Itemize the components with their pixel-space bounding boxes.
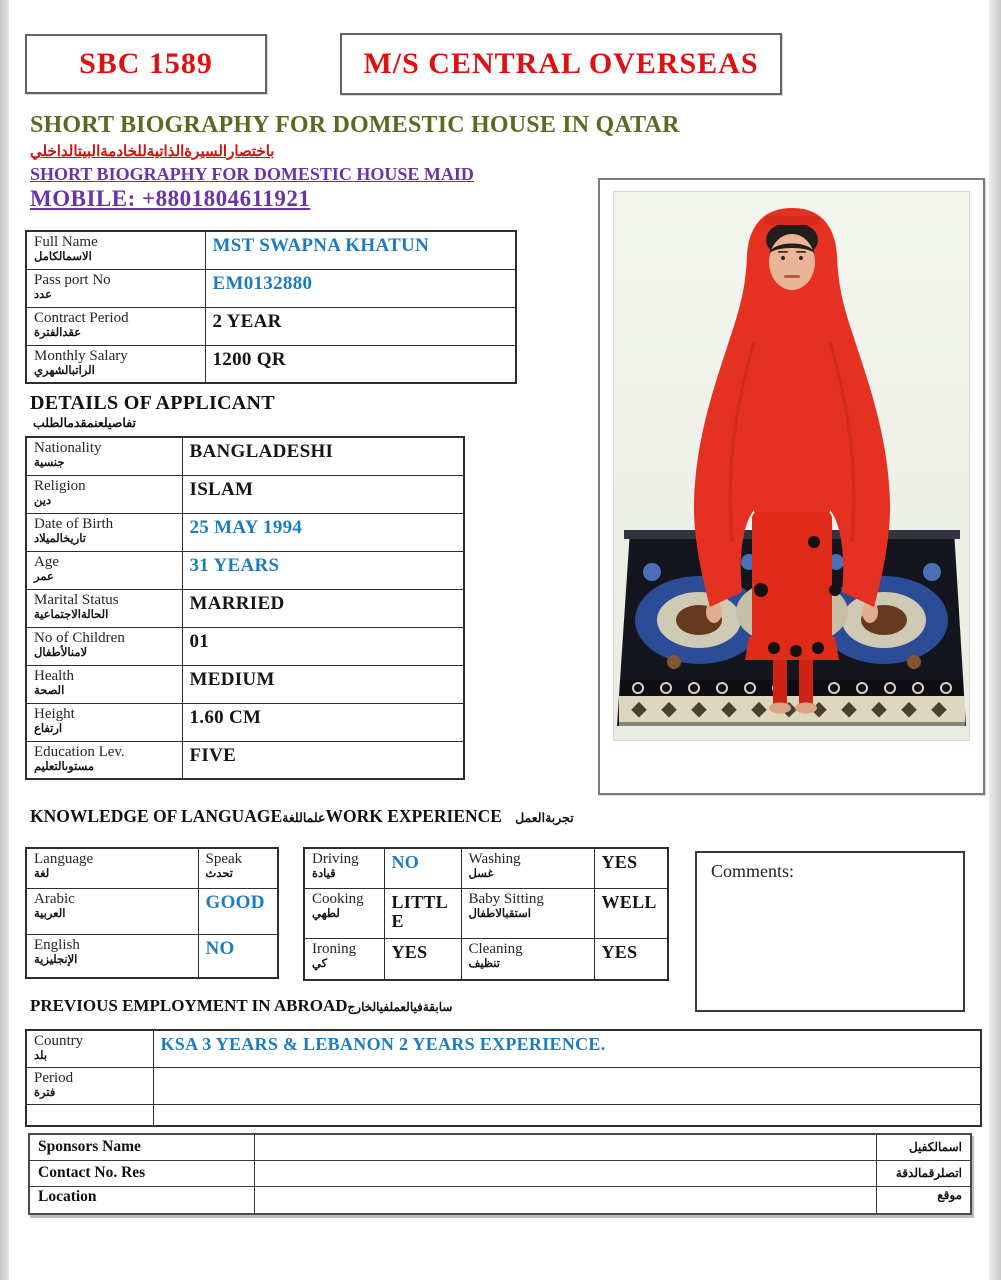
- field-value: MEDIUM: [189, 668, 275, 690]
- field-label: Sponsors Name: [38, 1138, 141, 1156]
- page-title-arabic: باختصارالسيرةالذاتيةللخادمةالبيتالداخلي: [30, 144, 275, 160]
- table-row: [26, 1104, 981, 1126]
- previous-employment-heading-arabic: سابقةفيالعملفيالخارج: [347, 1000, 453, 1014]
- field-label: Ironing: [312, 940, 357, 957]
- field-label-arabic: الحالةالاجتماعية: [34, 608, 109, 621]
- field-value: YES: [601, 852, 638, 872]
- scan-edge-left: [0, 0, 9, 1280]
- table-row: [26, 269, 516, 307]
- field-label-arabic: كي: [312, 957, 328, 970]
- field-value: EM0132880: [212, 272, 313, 294]
- field-label-arabic: اسمالكفيل: [908, 1139, 962, 1154]
- column-header: Speak: [205, 851, 243, 867]
- field-label: No of Children: [34, 629, 125, 646]
- field-label-arabic: قيادة: [312, 868, 336, 881]
- field-value: LITTLE: [391, 891, 449, 932]
- field-value: [161, 1070, 975, 1072]
- table-row: [304, 848, 668, 888]
- field-value: GOOD: [205, 891, 265, 913]
- field-label: Arabic: [34, 890, 75, 907]
- page-title-arabic-wrap: [30, 142, 274, 161]
- table-row: [26, 475, 464, 513]
- field-label-arabic: الراتبالشهري: [34, 364, 95, 377]
- field-label: Full Name: [34, 234, 98, 250]
- field-label-arabic: الصحة: [34, 684, 65, 697]
- field-label-arabic: تنظيف: [468, 957, 500, 970]
- field-value: KSA 3 YEARS & LEBANON 2 YEARS EXPERIENCE.: [160, 1034, 606, 1054]
- details-table: [25, 436, 465, 780]
- field-label: Location: [38, 1187, 97, 1205]
- field-label: Period: [34, 1069, 74, 1086]
- field-value: BANGLADESHI: [189, 441, 334, 462]
- column-header: Language: [34, 851, 94, 867]
- field-value: YES: [601, 941, 638, 962]
- field-label: Date of Birth: [34, 515, 114, 532]
- table-row: [26, 551, 464, 589]
- table-row: [29, 1134, 971, 1160]
- table-row: [26, 1030, 981, 1067]
- field-label: Religion: [34, 477, 86, 494]
- agency-name-text: M/S CENTRAL OVERSEAS: [363, 47, 759, 80]
- field-value: 01: [189, 630, 210, 652]
- table-row: [26, 741, 464, 779]
- field-label: Age: [34, 553, 59, 570]
- details-heading: DETAILS OF APPLICANT: [30, 392, 275, 414]
- page-title: SHORT BIOGRAPHY FOR DOMESTIC HOUSE IN QATAR: [30, 112, 680, 138]
- field-value: FIVE: [189, 744, 237, 766]
- summary-table: [25, 230, 517, 384]
- field-value: NO: [205, 937, 235, 959]
- knowledge-of-language-heading: KNOWLEDGE OF LANGUAGE: [30, 806, 283, 826]
- field-label-arabic: اتصلرقمالدقة: [895, 1165, 962, 1180]
- table-row: [26, 345, 516, 383]
- work-experience-table: [303, 847, 669, 981]
- field-label: Contact No. Res: [38, 1164, 146, 1181]
- work-experience-heading-arabic: تجربةالعمل: [515, 811, 574, 825]
- applicant-photo-image: [614, 192, 969, 740]
- empty-cell: [26, 1104, 153, 1126]
- field-value: NO: [391, 852, 420, 872]
- comments-label: Comments:: [711, 861, 795, 881]
- table-row: [29, 1186, 971, 1214]
- field-value: 25 MAY 1994: [189, 516, 303, 538]
- previous-employment-heading-text: PREVIOUS EMPLOYMENT IN ABROAD: [30, 996, 348, 1015]
- field-label: Washing: [468, 851, 521, 867]
- field-label: Monthly Salary: [34, 347, 128, 364]
- field-label-arabic: تاريخالميلاد: [34, 532, 86, 545]
- mobile-number: MOBILE: +8801804611921: [30, 186, 311, 211]
- language-table: [25, 847, 279, 979]
- table-row: [26, 934, 278, 978]
- column-header-arabic: لغة: [34, 868, 50, 881]
- field-label-arabic: جنسية: [34, 457, 65, 470]
- field-label-arabic: عمر: [34, 570, 54, 583]
- table-row: [304, 888, 668, 938]
- field-label-arabic: موقع: [937, 1187, 962, 1202]
- field-label: Education Lev.: [34, 743, 125, 760]
- sponsor-table: [28, 1133, 972, 1215]
- table-row: [26, 307, 516, 345]
- work-experience-heading: WORK EXPERIENCE: [325, 806, 502, 826]
- table-row: [26, 589, 464, 627]
- field-label-arabic: الاسمالكامل: [34, 251, 92, 264]
- field-label: Nationality: [34, 440, 102, 456]
- field-value: 1.60 CM: [189, 706, 262, 728]
- field-label-arabic: غسل: [468, 868, 494, 881]
- field-value: 31 YEARS: [189, 554, 280, 576]
- field-value: 2 YEAR: [212, 310, 282, 332]
- ref-code-text: SBC 1589: [79, 47, 213, 80]
- table-row: [304, 938, 668, 980]
- field-label-arabic: العربية: [34, 907, 66, 920]
- page-subtitle: SHORT BIOGRAPHY FOR DOMESTIC HOUSE MAID: [30, 164, 474, 184]
- comments-box: [695, 851, 965, 1012]
- table-row: [26, 703, 464, 741]
- field-label-arabic: عقدالفترة: [34, 326, 82, 339]
- field-value: WELL: [601, 891, 657, 912]
- field-label-arabic: مستوىالتعليم: [34, 760, 94, 773]
- column-header-arabic: تحدث: [205, 868, 233, 881]
- field-label-arabic: فترة: [34, 1086, 56, 1099]
- field-label: Cleaning: [468, 940, 523, 957]
- field-value: MST SWAPNA KHATUN: [212, 235, 430, 256]
- applicant-photo: [614, 192, 969, 740]
- field-label-arabic: لامنالأطفال: [34, 646, 88, 659]
- field-value: 1200 QR: [212, 348, 286, 370]
- table-row: [29, 1160, 971, 1186]
- table-row: [26, 437, 464, 475]
- field-label: English: [34, 936, 80, 953]
- field-value: YES: [391, 941, 428, 962]
- ref-code-box: [25, 34, 267, 94]
- field-label: Health: [34, 667, 74, 684]
- previous-employment-heading: [30, 996, 452, 1016]
- field-label-arabic: الإنجليزية: [34, 953, 78, 966]
- field-label: Cooking: [312, 890, 364, 907]
- skills-heading: [30, 806, 574, 827]
- details-heading-arabic: تفاصيلعنمقدمالطلب: [33, 416, 137, 430]
- table-row: [26, 231, 516, 269]
- field-label-arabic: لطهي: [312, 907, 340, 920]
- field-value: ISLAM: [189, 478, 254, 500]
- table-row: [26, 848, 278, 888]
- agency-name-box: [340, 33, 782, 95]
- table-row: [26, 1067, 981, 1104]
- knowledge-of-language-heading-arabic: علماللغة: [282, 811, 326, 825]
- field-value: MARRIED: [189, 592, 285, 614]
- table-row: [26, 665, 464, 703]
- field-label: Country: [34, 1033, 84, 1049]
- empty-cell: [153, 1104, 981, 1126]
- field-label: Pass port No: [34, 271, 111, 288]
- field-label: Height: [34, 705, 75, 722]
- field-label-arabic: عدد: [34, 288, 53, 301]
- table-row: [26, 627, 464, 665]
- field-label: Contract Period: [34, 309, 129, 326]
- field-label-arabic: ارتفاع: [34, 722, 63, 735]
- field-label: Baby Sitting: [468, 890, 544, 907]
- table-row: [26, 888, 278, 934]
- field-label-arabic: بلد: [34, 1050, 48, 1063]
- field-label-arabic: استقبالاطفال: [468, 907, 531, 920]
- field-label: Driving: [312, 851, 359, 867]
- scan-edge-right: [989, 0, 1001, 1280]
- field-label: Marital Status: [34, 591, 119, 608]
- applicant-photo-frame: [598, 178, 985, 795]
- field-label-arabic: دين: [34, 494, 52, 507]
- table-row: [26, 513, 464, 551]
- previous-employment-table: [25, 1029, 982, 1127]
